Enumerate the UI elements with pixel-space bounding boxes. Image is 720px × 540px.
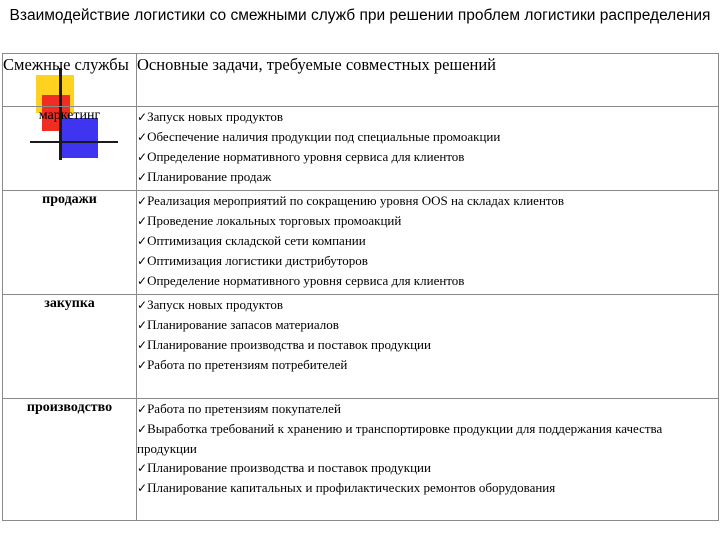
check-icon: ✓ [137, 481, 148, 495]
check-icon: ✓ [137, 130, 148, 144]
check-icon: ✓ [137, 358, 148, 372]
table-row [3, 107, 719, 191]
task-item: ✓Определение нормативного уровня сервиса для клиентов [137, 273, 465, 288]
header-services: Смежные службы [3, 54, 137, 107]
task-item: ✓Планирование производства и поставок продукции [137, 337, 431, 352]
task-item: ✓Запуск новых продуктов [137, 297, 284, 312]
check-icon: ✓ [137, 234, 148, 248]
task-item: ✓Планирование капитальных и профилактических ремонтов оборудования [137, 480, 556, 495]
task-item: ✓Работа по претензиям потребителей [137, 357, 348, 372]
service-sales: продажи [3, 191, 137, 295]
table-row [3, 295, 719, 399]
task-item: ✓Проведение локальных торговых промоакций [137, 213, 402, 228]
check-icon: ✓ [137, 318, 148, 332]
table-row [3, 191, 719, 295]
tasks-cell [137, 107, 719, 191]
task-item: ✓Определение нормативного уровня сервиса для клиентов [137, 149, 465, 164]
check-icon: ✓ [137, 170, 148, 184]
task-item: ✓Выработка требований к хранению и транспортировке продукции для поддержания качества продукции [137, 421, 663, 456]
services-tasks-table [2, 53, 719, 521]
check-icon: ✓ [137, 338, 148, 352]
task-item: ✓Оптимизация логистики дистрибуторов [137, 253, 368, 268]
task-item: ✓Планирование производства и поставок продукции [137, 460, 431, 475]
task-item: ✓Обеспечение наличия продукции под специальные промоакции [137, 129, 501, 144]
tasks-cell [137, 399, 719, 521]
check-icon: ✓ [137, 274, 148, 288]
service-production: производство [3, 399, 137, 521]
task-item: ✓Работа по претензиям покупателей [137, 401, 341, 416]
check-icon: ✓ [137, 214, 148, 228]
task-item: ✓Планирование продаж [137, 169, 272, 184]
check-icon: ✓ [137, 422, 148, 436]
header-tasks: Основные задачи, требуемые совместных решений [137, 54, 719, 107]
check-icon: ✓ [137, 150, 148, 164]
task-item: ✓Реализация мероприятий по сокращению уровня OOS на складах клиентов [137, 193, 565, 208]
task-item: ✓Запуск новых продуктов [137, 109, 284, 124]
check-icon: ✓ [137, 254, 148, 268]
task-item: ✓Оптимизация складской сети компании [137, 233, 366, 248]
table-header-row [3, 54, 719, 107]
tasks-cell [137, 295, 719, 399]
check-icon: ✓ [137, 110, 148, 124]
slide-title: Взаимодействие логистики со смежными служб при решении проблем логистики распределения [9, 7, 711, 24]
service-procurement: закупка [3, 295, 137, 399]
check-icon: ✓ [137, 298, 148, 312]
check-icon: ✓ [137, 461, 148, 475]
tasks-cell [137, 191, 719, 295]
task-item: ✓Планирование запасов материалов [137, 317, 339, 332]
table-row [3, 399, 719, 521]
check-icon: ✓ [137, 402, 148, 416]
service-marketing: маркетинг [3, 107, 137, 191]
check-icon: ✓ [137, 194, 148, 208]
